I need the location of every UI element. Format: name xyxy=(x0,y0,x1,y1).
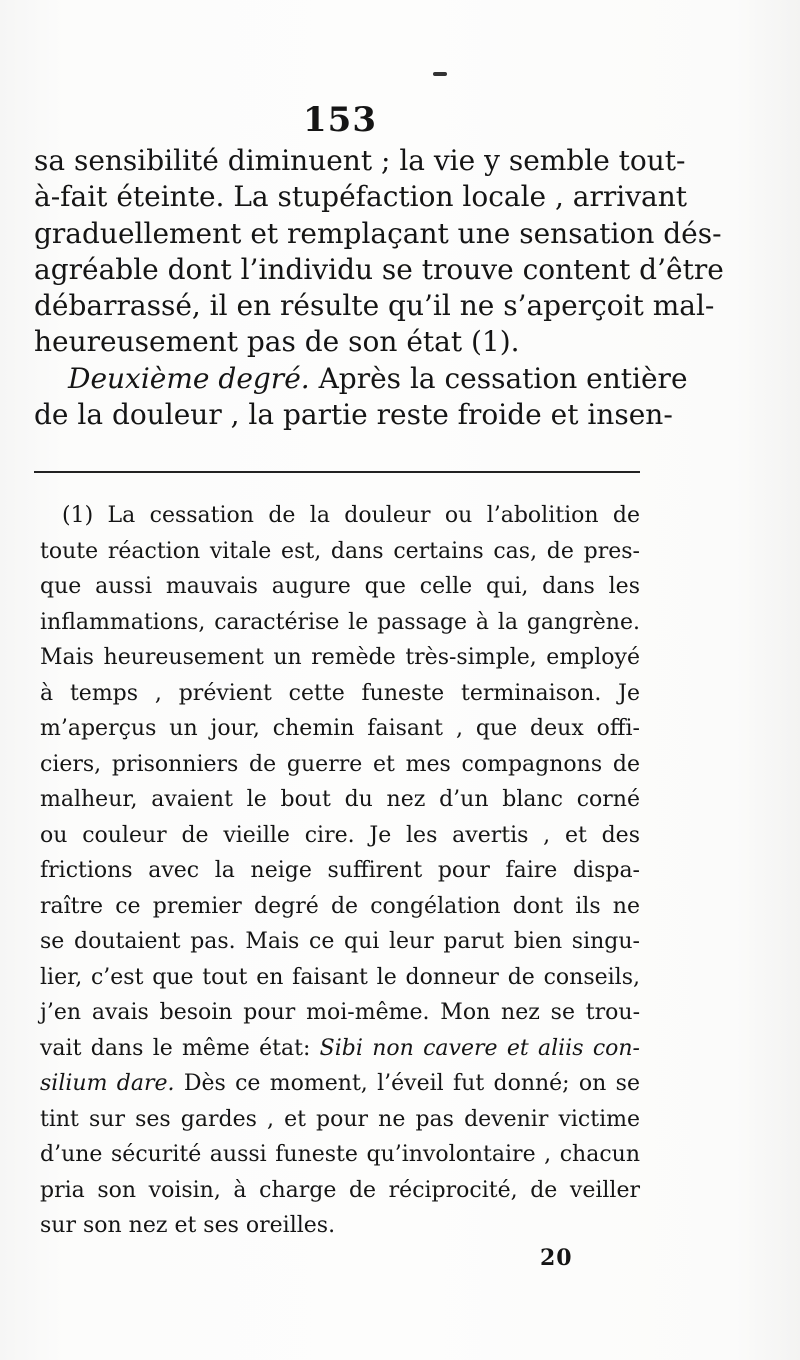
footnote-line: ou couleur de vieille cire. Je les avertis , et des xyxy=(40,822,640,848)
footnote-line: j’en avais besoin pour moi-même. Mon nez se trou- xyxy=(40,1000,640,1025)
text-line: agréable dont l’individu se trouve content d’être xyxy=(34,252,724,286)
footnote-separator-rule xyxy=(34,471,640,473)
footnote-line xyxy=(40,1031,640,1067)
footnote xyxy=(40,498,640,1244)
footnote-line: se doutaient pas. Mais ce qui leur parut bien singu- xyxy=(40,929,640,954)
footnote-line: sur son nez et ses oreilles. xyxy=(40,1213,336,1238)
text-line xyxy=(34,361,688,397)
footnote-line: malheur, avaient le bout du nez d’un blanc corné xyxy=(40,787,640,812)
page-number: 153 xyxy=(303,100,377,140)
latin-quote: Sibi non cavere et aliis con- xyxy=(319,1035,640,1061)
footnote-line: d’une sécurité aussi funeste qu’involontaire , chacun xyxy=(40,1142,640,1167)
text-fragment: Dès ce moment, l’éveil fut donné; on se xyxy=(174,1071,640,1096)
text-fragment: vait dans le même état: xyxy=(40,1035,320,1061)
footnote-line: m’aperçus un jour, chemin faisant , que deux offi- xyxy=(40,716,640,741)
printer-signature-mark: 20 xyxy=(540,1245,573,1271)
footnote-line: toute réaction vitale est, dans certains cas, de pres- xyxy=(40,538,640,564)
footnote-line: que aussi mauvais augure que celle qui, dans les xyxy=(40,574,640,599)
text-line: de la douleur , la partie reste froide et insen- xyxy=(34,398,673,432)
latin-quote: silium dare. xyxy=(40,1071,175,1096)
text-line: débarrassé, il en résulte qu’il ne s’aperçoit mal- xyxy=(34,289,715,323)
footnote-line: à temps , prévient cette funeste terminaison. Je xyxy=(40,680,640,706)
section-heading-deuxieme-degre: Deuxième degré. xyxy=(68,361,310,395)
footnote-line: inflammations, caractérise le passage à la gangrène. xyxy=(40,609,640,635)
text-line: graduellement et remplaçant une sensation dés- xyxy=(34,216,722,250)
footnote-line: ciers, prisonniers de guerre et mes compagnons de xyxy=(40,751,640,777)
text-fragment: Après la cessation entière xyxy=(309,361,688,395)
ink-mark-ornament xyxy=(433,72,447,76)
text-line: heureusement pas de son état (1). xyxy=(34,325,520,359)
footnote-line: tint sur ses gardes , et pour ne pas devenir victime xyxy=(40,1106,640,1132)
text-line: sa sensibilité diminuent ; la vie y semble tout- xyxy=(34,144,686,177)
footnote-line xyxy=(40,1066,640,1102)
main-text xyxy=(34,143,724,433)
text-line: à-fait éteinte. La stupéfaction locale , arrivant xyxy=(34,180,688,214)
footnote-line: raître ce premier degré de congélation dont ils ne xyxy=(40,893,640,919)
footnote-line: lier, c’est que tout en faisant le donneur de conseils, xyxy=(40,964,640,990)
footnote-line: Mais heureusement un remède très-simple, employé xyxy=(40,645,640,670)
footnote-line: frictions avec la neige suffirent pour faire dispa- xyxy=(40,858,640,883)
footnote-line: (1) La cessation de la douleur ou l’abolition de xyxy=(62,503,640,528)
footnote-line: pria son voisin, à charge de réciprocité, de veiller xyxy=(40,1177,640,1203)
